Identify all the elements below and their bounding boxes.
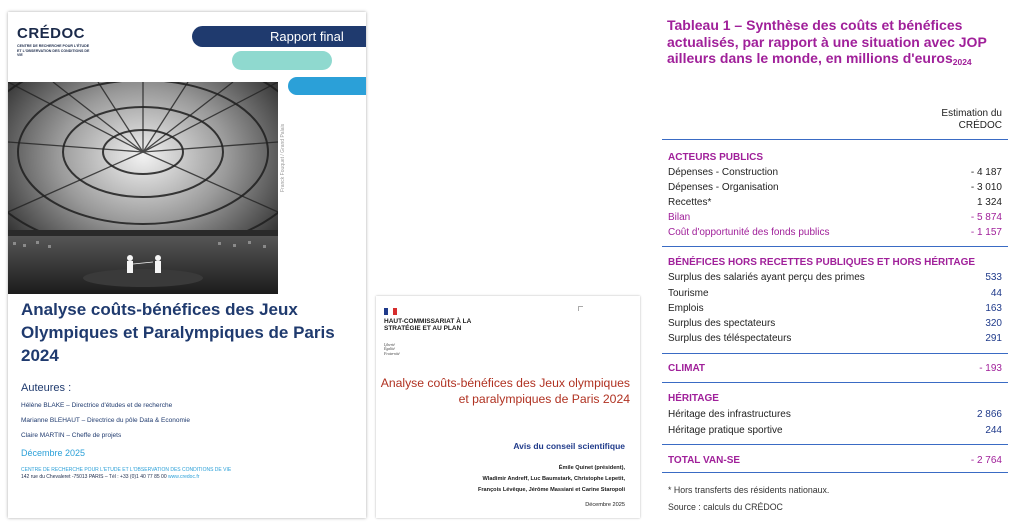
table-rule xyxy=(662,139,1008,140)
section-heading: BÉNÉFICES HORS RECETTES PUBLIQUES ET HORS HÉRITAGE xyxy=(668,257,976,268)
french-flag-icon xyxy=(384,308,397,315)
institution-name: HAUT-COMMISSARIAT À LA STRATÉGIE ET AU PLAN xyxy=(384,318,472,332)
address-text: 142 rue du Chevaleret -75013 PARIS – Tél : +33 (0)1 40 77 85 00 xyxy=(21,474,167,480)
table-row-value: 533 xyxy=(985,272,1002,283)
grand-palais-fencing-photo xyxy=(8,82,278,294)
section-heading: CLIMAT xyxy=(668,363,706,374)
table-row-label: Bilan xyxy=(668,212,691,223)
section-heading: HÉRITAGE xyxy=(668,393,719,404)
credoc-report-cover xyxy=(8,12,366,518)
motto-word: Égalité xyxy=(384,347,395,352)
table-rule xyxy=(662,353,1008,354)
author-line: Marianne BLEHAUT – Directrice du pôle Data & Economie xyxy=(21,417,190,424)
column-header: Estimation du CRÉDOC xyxy=(941,108,1002,131)
hcsp-opinion-cover xyxy=(376,296,640,518)
glass-dome-illustration xyxy=(8,82,278,294)
credoc-logo-subtitle: CENTRE DE RECHERCHE POUR L'ÉTUDE ET L'OBSERVATION DES CONDITIONS DE VIE xyxy=(17,44,90,58)
table-footnote: * Hors transferts des résidents nationaux. xyxy=(668,485,830,495)
table-row-label: Surplus des spectateurs xyxy=(668,318,776,329)
author-line: Claire MARTIN – Cheffe de projets xyxy=(21,432,122,439)
opinion-subtitle: Avis du conseil scientifique xyxy=(513,441,625,451)
author-line: François Lévêque, Jérôme Massiani et Carine Staropoli xyxy=(477,487,625,493)
table-title-text: Tableau 1 – Synthèse des coûts et bénéfices actualisés, par rapport à une situation avec JOP ailleurs dans le monde, en millions d'euros xyxy=(667,17,987,66)
table-title xyxy=(667,17,1017,71)
table-rule xyxy=(662,444,1008,445)
section-value: - 2 764 xyxy=(970,455,1002,466)
table-row-value: 2 866 xyxy=(976,409,1002,420)
organisation-line: CENTRE DE RECHERCHE POUR L'ETUDE ET L'OBSERVATION DES CONDITIONS DE VIE xyxy=(21,467,232,473)
table-row-label: Héritage des infrastructures xyxy=(668,409,791,420)
opinion-title: Analyse coûts-bénéfices des Jeux olympiques et paralympiques de Paris 2024 xyxy=(380,376,630,406)
section-heading: TOTAL VAN-SE xyxy=(668,455,741,466)
table-row-value: 291 xyxy=(985,333,1002,344)
authors-heading: Auteures : xyxy=(21,382,72,394)
decorative-pill-cyan xyxy=(288,77,366,95)
website-link[interactable]: www.credoc.fr xyxy=(168,474,200,480)
photo-credit: Franck Fouquet / Grand Palais xyxy=(280,123,286,192)
table-row-label: Dépenses - Construction xyxy=(668,167,779,178)
table-rule xyxy=(662,246,1008,247)
table-row-value: 44 xyxy=(990,288,1002,299)
table-rule xyxy=(662,472,1008,473)
author-line: Hélène BLAKE – Directrice d'études et de recherche xyxy=(21,402,173,409)
section-value: - 193 xyxy=(979,363,1002,374)
motto-word: Liberté xyxy=(384,343,395,347)
opinion-date: Décembre 2025 xyxy=(585,502,625,508)
table-row-label: Dépenses - Organisation xyxy=(668,182,779,193)
table-title-subscript: 2024 xyxy=(952,57,972,67)
table-row-label: Surplus des salariés ayant perçu des primes xyxy=(668,272,865,283)
report-date: Décembre 2025 xyxy=(21,448,86,458)
section-heading: ACTEURS PUBLICS xyxy=(668,152,764,163)
table-row-label: Recettes* xyxy=(668,197,712,208)
decorative-pill-mint xyxy=(232,51,332,70)
table-source: Source : calculs du CRÉDOC xyxy=(668,502,783,512)
table-row-value: - 5 874 xyxy=(970,212,1002,223)
table-row-value: 1 324 xyxy=(976,197,1002,208)
table-rule xyxy=(662,382,1008,383)
motto-word: Fraternité xyxy=(384,351,400,356)
report-type-label: Rapport final xyxy=(270,29,344,44)
table-row-label: Surplus des téléspectateurs xyxy=(668,333,792,344)
table-row-label: Coût d'opportunité des fonds publics xyxy=(668,227,830,238)
credoc-logo: CRÉDOC xyxy=(17,25,86,42)
table-row-value: - 1 157 xyxy=(970,227,1002,238)
table-row-label: Héritage pratique sportive xyxy=(668,425,783,436)
republic-motto xyxy=(384,343,400,356)
table-row-value: 320 xyxy=(985,318,1002,329)
table-row-value: - 3 010 xyxy=(970,182,1002,193)
table-row-label: Emplois xyxy=(668,303,704,314)
table-row-label: Tourisme xyxy=(668,288,709,299)
author-line: Émile Quinet (président), xyxy=(558,465,625,471)
table-row-value: 163 xyxy=(985,303,1002,314)
crop-mark xyxy=(578,306,583,311)
author-line: Wladimir Andreff, Luc Baumstark, Christophe Lepetit, xyxy=(482,476,625,482)
report-title: Analyse coûts-bénéfices des Jeux Olympiques et Paralympiques de Paris 2024 xyxy=(21,300,335,365)
table-row-value: 244 xyxy=(985,425,1002,436)
organisation-address xyxy=(21,474,199,480)
report-type-badge xyxy=(192,26,366,47)
table-row-value: - 4 187 xyxy=(970,167,1002,178)
